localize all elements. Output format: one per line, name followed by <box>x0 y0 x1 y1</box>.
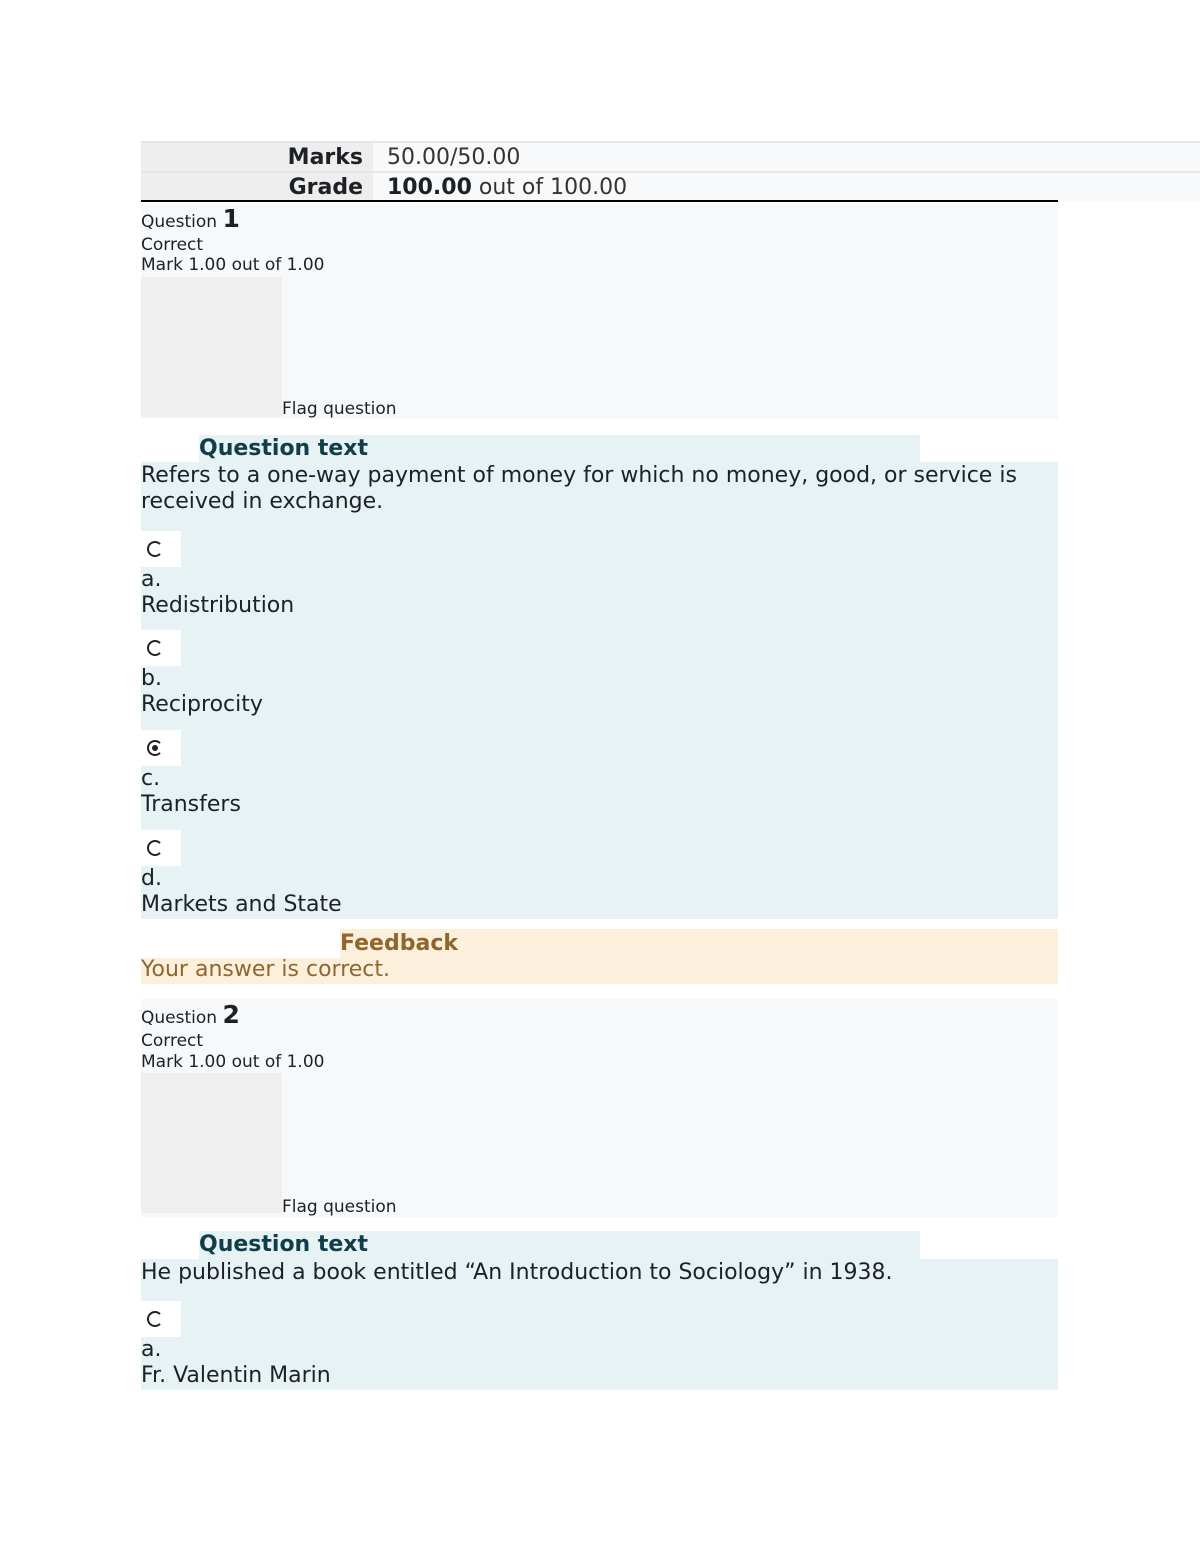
marks-label: Marks <box>141 143 373 172</box>
grade-value <box>387 173 627 202</box>
option-letter: c. <box>141 766 161 791</box>
question-1-text-block <box>141 462 1058 919</box>
question-text-heading: Question text <box>199 1231 920 1259</box>
feedback-text: Your answer is correct. <box>141 958 1058 984</box>
option-c-label[interactable]: Transfers <box>141 792 241 817</box>
option-letter: b. <box>141 666 162 691</box>
question-state: Correct <box>141 235 204 255</box>
option-a-label[interactable]: Fr. Valentin Marin <box>141 1363 331 1388</box>
question-1-info <box>141 203 1058 419</box>
summary-row-marks <box>141 141 1200 172</box>
question-text-line: Refers to a one-way payment of money for which no money, good, or service is <box>141 463 1017 488</box>
option-letter: a. <box>141 567 162 592</box>
question-2-text-block <box>141 1259 1058 1390</box>
summary-divider <box>141 200 1058 202</box>
option-letter: a. <box>141 1337 162 1362</box>
flag-question-link[interactable]: Flag question <box>282 399 397 419</box>
option-a-label[interactable]: Redistribution <box>141 593 295 618</box>
question-number: Question 1 <box>141 204 240 233</box>
grade-out-of: out of 100.00 <box>478 175 628 200</box>
question-mark: Mark 1.00 out of 1.00 <box>141 255 325 275</box>
question-text-heading: Question text <box>199 435 920 463</box>
option-b-radio[interactable] <box>141 630 181 666</box>
option-d-label[interactable]: Markets and State <box>141 892 342 917</box>
question-2-info <box>141 999 1058 1217</box>
summary-row-grade <box>141 171 1200 202</box>
question-number: Question 2 <box>141 1000 240 1029</box>
grade-label: Grade <box>141 173 373 202</box>
question-text-line: He published a book entitled “An Introduction to Sociology” in 1938. <box>141 1260 893 1285</box>
option-letter: d. <box>141 866 162 891</box>
option-a-radio[interactable] <box>141 1301 181 1337</box>
flag-question-link[interactable]: Flag question <box>282 1197 397 1217</box>
grade-score: 100.00 <box>387 175 472 200</box>
option-a-radio[interactable] <box>141 531 181 567</box>
question-mark: Mark 1.00 out of 1.00 <box>141 1052 325 1072</box>
option-d-radio[interactable] <box>141 830 181 866</box>
feedback-heading: Feedback <box>340 929 1058 958</box>
flag-icon[interactable] <box>141 1073 282 1213</box>
question-text-line: received in exchange. <box>141 489 384 514</box>
marks-value: 50.00/50.00 <box>387 145 521 170</box>
question-state: Correct <box>141 1031 204 1051</box>
option-b-label[interactable]: Reciprocity <box>141 692 263 717</box>
option-c-radio[interactable] <box>141 730 181 766</box>
flag-icon[interactable] <box>141 277 282 417</box>
